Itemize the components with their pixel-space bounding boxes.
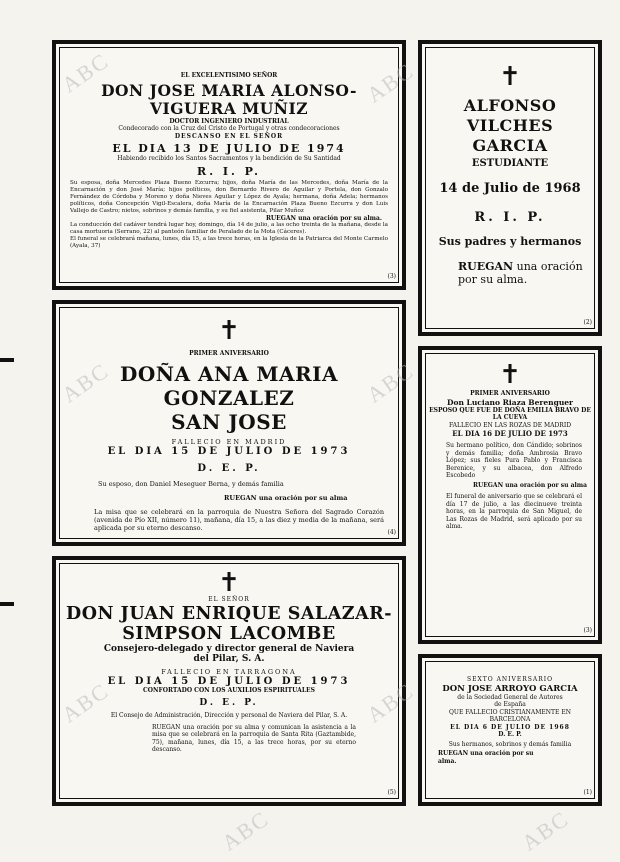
notice1-family: Su esposa, doña Mercedes Plaza Bueno Ezcurra; hijos, doña María de las Mercedes, doña María de la Encarnación y don José María; hijos políticos, don Bernardo Rivero de Aguilar y Portela, don Gonzalo Fernández de Córdoba y Moreno y doña Nieves Aguilar y López de Ayala; hermana, doña Adela; hermanos políticos, doña Concepción Vigil-Escalera, doña María de la Encarnación Plaza Bueno Ezcurra y don Luis Vallejo de Castro; nietos, sobrinos y demás familia, y su fiel asistenta, Pilar Muñoz bbox=[70, 179, 388, 214]
notice2-name: ALFONSO VILCHES GARCIA bbox=[463, 96, 557, 155]
obituary-arroyo-garcia bbox=[418, 654, 602, 806]
notice6-pray: RUEGAN una oración por su alma. bbox=[438, 750, 534, 765]
watermark-abc: ABC bbox=[517, 805, 574, 856]
notice5-name-line2: SIMPSON LACOMBE bbox=[122, 623, 336, 644]
notice6-died: QUE FALLECIO CRISTIANAMENTE EN BARCELONA bbox=[449, 708, 571, 723]
obituary-alonso-viguera bbox=[52, 40, 406, 290]
obituary-vilches-garcia bbox=[418, 40, 602, 336]
notice5-title: EL SEÑOR bbox=[208, 596, 250, 603]
notice3-title: PRIMER ANIVERSARIO bbox=[189, 350, 269, 357]
notice4-fig: (3) bbox=[583, 627, 592, 634]
notice2-role: ESTUDIANTE bbox=[471, 158, 549, 169]
cross-icon: ✝ bbox=[218, 316, 240, 346]
notice3-name-line2: SAN JOSE bbox=[171, 409, 287, 434]
notice1-rest: DESCANSO EN EL SEÑOR bbox=[174, 132, 284, 140]
notice5-name-line1: DON JUAN ENRIQUE SALAZAR- bbox=[66, 603, 392, 624]
notice3-name-line1: DOÑA ANA MARIA GONZALEZ bbox=[120, 361, 338, 410]
edge-mark bbox=[0, 358, 14, 362]
notice6-fig: (1) bbox=[583, 789, 592, 796]
notice3-date: EL DIA 15 DE JULIO DE 1973 bbox=[107, 445, 351, 457]
watermark-abc: ABC bbox=[57, 47, 114, 98]
watermark-abc: ABC bbox=[362, 677, 419, 728]
notice4-spouse: ESPOSO QUE FUE DE DOÑA EMILIA BRAVO DE LA CUEVA bbox=[429, 406, 591, 421]
watermark-abc: ABC bbox=[217, 805, 274, 856]
notice5-dep: D. E. P. bbox=[199, 698, 259, 708]
notice1-rip: R. I. P. bbox=[197, 164, 261, 178]
notice5-sacraments: CONFORTADO CON LOS AUXILIOS ESPIRITUALES bbox=[143, 686, 315, 694]
obituary-salazar-simpson bbox=[52, 556, 406, 806]
notice6-date: EL DIA 6 DE JULIO DE 1968 bbox=[450, 723, 570, 731]
notice5-role-line2: del Pilar, S. A. bbox=[193, 653, 265, 664]
notice2-rip: R. I. P. bbox=[474, 210, 546, 225]
notice6-society-line2: de España bbox=[494, 701, 526, 708]
watermark-abc: ABC bbox=[57, 357, 114, 408]
notice2-pray-rest: una oración por su alma. bbox=[458, 260, 583, 286]
watermark-abc: ABC bbox=[362, 57, 419, 108]
notice2-date: 14 de Julio de 1968 bbox=[439, 181, 581, 196]
notice4-title: PRIMER ANIVERSARIO bbox=[470, 390, 550, 397]
notice1-funeral: El funeral se celebrará mañana, lunes, día 15, a las trece horas, en la Iglesia de la Patriarca del Monte Carmelo (Ayala, 37) bbox=[70, 236, 388, 249]
notice3-dep: D. E. P. bbox=[197, 462, 261, 474]
notice3-family: Su esposo, don Daniel Meseguer Berna, y demás familia bbox=[98, 479, 284, 488]
cross-icon: ✝ bbox=[499, 62, 521, 92]
notice2-family: Sus padres y hermanos bbox=[438, 235, 582, 248]
notice4-funeral: El funeral de aniversario que se celebrará el día 17 de julio, a las diecinueve treinta horas, en la parroquia de San Miguel, de Las Rozas de Madrid, será aplicado por su alma. bbox=[446, 493, 582, 530]
notice6-dep: D. E. P. bbox=[498, 731, 522, 738]
notice6-family: Sus hermanos, sobrinos y demás familia bbox=[448, 740, 572, 748]
notice1-sacraments: Habiendo recibido los Santos Sacramentos y la bendición de Su Santidad bbox=[117, 155, 341, 162]
notice4-date: EL DIA 16 DE JULIO DE 1973 bbox=[452, 429, 568, 438]
notice1-pray: RUEGAN una oración por su alma. bbox=[265, 214, 382, 222]
notice6-name: DON JOSE ARROYO GARCIA bbox=[442, 683, 578, 694]
notice1-date: EL DIA 13 DE JULIO DE 1974 bbox=[112, 142, 346, 155]
notice5-fig: (5) bbox=[387, 789, 396, 796]
cross-icon: ✝ bbox=[218, 568, 240, 598]
notice2-fig: (2) bbox=[583, 319, 592, 326]
notice6-title: SEXTO ANIVERSARIO bbox=[466, 676, 554, 683]
notice1-fig: (3) bbox=[387, 273, 396, 280]
notice6-society-line1: de la Sociedad General de Autores bbox=[457, 693, 563, 701]
notice4-pray: RUEGAN una oración por su alma bbox=[473, 481, 587, 489]
notice3-fig: (4) bbox=[387, 529, 396, 536]
notice4-died: FALLECIO EN LAS ROZAS DE MADRID bbox=[448, 421, 572, 429]
notice4-family: Su hermano político, don Cándido; sobrinos y demás familia; doña Ambrosia Bravo López; sus fieles Pura Pablo y Francisca Berenice, y su albacea, don Alfredo Escobedo bbox=[446, 442, 582, 479]
watermark-abc: ABC bbox=[362, 357, 419, 408]
notice1-name: DON JOSE MARIA ALONSO-VIGUERA MUÑIZ bbox=[101, 80, 357, 118]
notice1-honors: Condecorado con la Cruz del Cristo de Portugal y otras condecoraciones bbox=[118, 125, 340, 132]
edge-mark bbox=[0, 602, 14, 606]
watermark-abc: ABC bbox=[57, 677, 114, 728]
obituary-gonzalez-san-jose bbox=[52, 300, 406, 546]
notice1-title: EL EXCELENTISIMO SEÑOR bbox=[180, 72, 278, 79]
notice2-pray-word: RUEGAN bbox=[458, 260, 514, 273]
notice5-family: El Consejo de Administración, Dirección y personal de Naviera del Pilar, S. A. bbox=[110, 712, 348, 719]
notice1-profession: DOCTOR INGENIERO INDUSTRIAL bbox=[169, 117, 289, 125]
notice5-pray: RUEGAN una oración por su alma y comunican la asistencia a la misa que se celebrará en la parroquia de Santa Rita (Gaztambide, 75), mañana, lunes, día 15, a las trece horas, por su eterno descanso. bbox=[152, 723, 356, 753]
cross-icon: ✝ bbox=[499, 360, 521, 390]
notice3-died: FALLECIO EN MADRID bbox=[171, 437, 287, 446]
notice5-date: EL DIA 15 DE JULIO DE 1973 bbox=[107, 675, 351, 687]
notice5-role-line1: Consejero-delegado y director general de Naviera bbox=[103, 643, 355, 654]
notice3-pray: RUEGAN una oración por su alma bbox=[224, 493, 348, 502]
notice5-died: FALLECIO EN TARRAGONA bbox=[161, 667, 297, 676]
notice4-name: Don Luciano Riaza Berenguer bbox=[446, 397, 574, 407]
obituary-riaza-berenguer bbox=[418, 346, 602, 644]
notice1-conduction: La conducción del cadáver tendrá lugar hoy, domingo, día 14 de julio, a las ocho treinta de la mañana, desde la casa mortuoria (Serrano, 22) al panteón familiar de Peralado de la Mota (Cáceres). bbox=[70, 222, 388, 235]
notice3-mass: La misa que se celebrará en la parroquia de Nuestra Señora del Sagrado Corazón (avenida de Pío XII, número 11), mañana, día 15, a las diez y media de la mañana, será aplicada por su eterno descanso. bbox=[94, 507, 384, 532]
